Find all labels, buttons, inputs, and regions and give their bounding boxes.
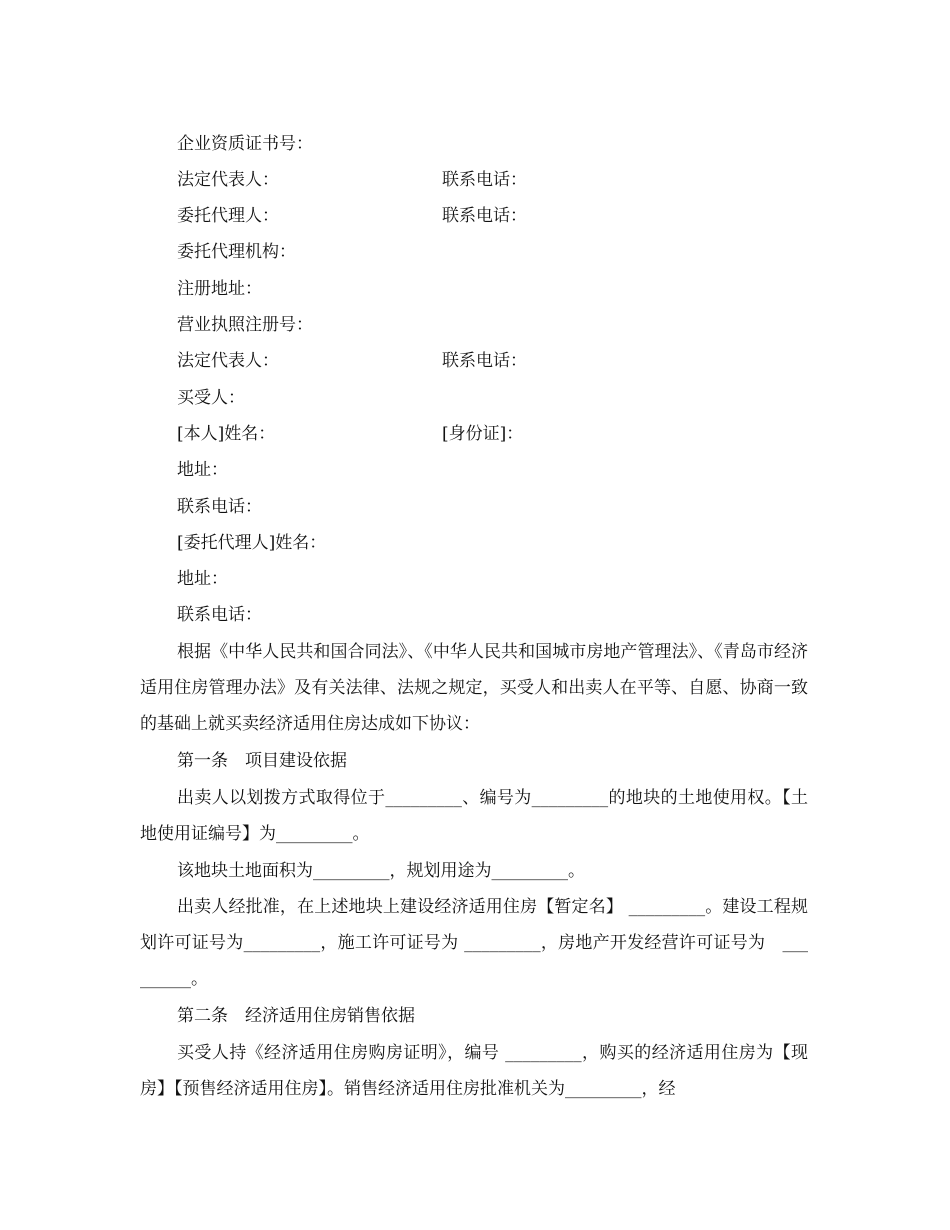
preamble-paragraph: 根据《中华人民共和国合同法》、《中华人民共和国城市房地产管理法》、《青岛市经济适用住房管理办法》及有关法律、法规之规定，买受人和出卖人在平等、自愿、协商一致的基础上就买卖经济适用住房达成如下协议：: [140, 642, 808, 735]
field-license-number: [177, 314, 313, 336]
field-label: 企业资质证书号：: [177, 134, 313, 154]
field-registered-address: [177, 278, 262, 300]
field-buyer-address: [177, 459, 228, 481]
field-buyer-name: [177, 423, 524, 445]
field-label: 营业执照注册号：: [177, 315, 313, 335]
article-2-title: [177, 1005, 415, 1027]
field-label: 地址：: [177, 569, 228, 589]
article-2-paragraph-1: 买受人持《经济适用住房购房证明》，编号 _________，购买的经济适用住房为【现房】【预售经济适用住房】。销售经济适用住房批准机关为_________，经: [140, 1043, 808, 1100]
field-phone-label: 联系电话：: [442, 170, 527, 190]
field-buyer: [177, 387, 245, 409]
article-1-paragraph-3: 出卖人经批准，在上述地块上建设经济适用住房【暂定名】 _________。建设工程规划许可证号为_________，施工许可证号为 _________，房地产开发经营许可证号为 _________。: [140, 897, 808, 990]
field-label: 联系电话：: [177, 605, 262, 625]
field-buyer-agent-name: [177, 532, 326, 554]
field-buyer-agent-phone: [177, 604, 262, 626]
field-buyer-phone: [177, 496, 262, 518]
field-label: [委托代理人]姓名：: [177, 533, 327, 553]
field-label: 注册地址：: [177, 279, 262, 299]
field-label: 法定代表人：: [177, 170, 279, 190]
field-qualification-cert: [177, 133, 313, 155]
field-agent: [177, 205, 527, 227]
article-1-paragraph-1: 出卖人以划拨方式取得位于_________、编号为_________的地块的土地使用权。【土地使用证编号】为_________。: [140, 788, 808, 845]
field-agency: [177, 241, 296, 263]
article-1-paragraph-2: 该地块土地面积为_________，规划用途为_________。: [177, 861, 585, 881]
field-phone-label: 联系电话：: [442, 351, 527, 371]
field-label: 买受人：: [177, 388, 245, 408]
field-legal-rep: [177, 169, 527, 191]
article-title: 第二条 经济适用住房销售依据: [177, 1006, 415, 1026]
field-buyer-agent-address: [177, 568, 228, 590]
field-label: 委托代理人：: [177, 206, 279, 226]
field-phone-label: 联系电话：: [442, 206, 527, 226]
article-1-title: [177, 750, 347, 772]
field-label: 法定代表人：: [177, 351, 279, 371]
field-legal-rep-2: [177, 350, 527, 372]
field-label: 地址：: [177, 460, 228, 480]
article-title: 第一条 项目建设依据: [177, 751, 347, 771]
field-label: [本人]姓名：: [177, 424, 276, 444]
field-label: 联系电话：: [177, 497, 262, 517]
field-id-label: [身份证]：: [442, 424, 524, 444]
field-label: 委托代理机构：: [177, 242, 296, 262]
